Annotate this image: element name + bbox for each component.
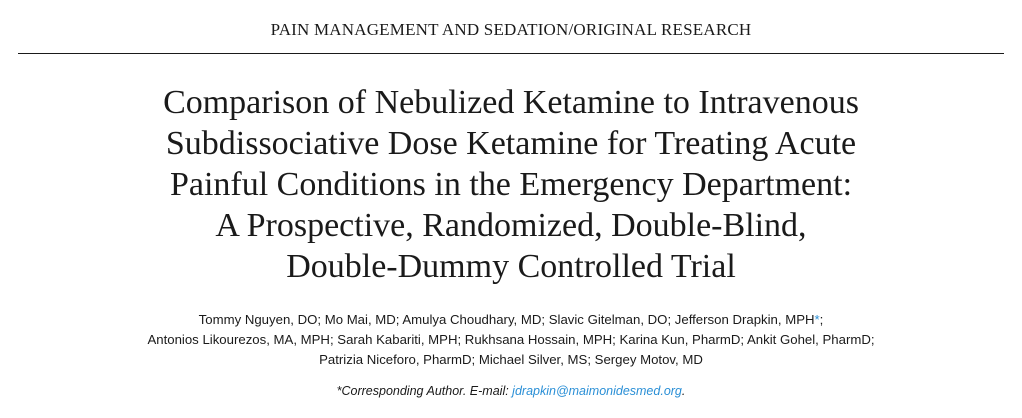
author-names: Tommy Nguyen, DO; Mo Mai, MD; Amulya Choudhary, MD; Slavic Gitelman, DO; Jefferson Drapkin, MPH [198, 312, 815, 327]
corresponding-label: *Corresponding Author. E-mail: [336, 384, 513, 398]
section-header: PAIN MANAGEMENT AND SEDATION/ORIGINAL RESEARCH [270, 20, 752, 39]
title-line: Comparison of Nebulized Ketamine to Intravenous [163, 84, 859, 121]
author-line: Antonios Likourezos, MA, MPH; Sarah Kabariti, MPH; Rukhsana Hossain, MPH; Karina Kun, PharmD; Ankit Gohel, PharmD; [147, 332, 875, 347]
author-list [0, 310, 1022, 370]
title-line: Subdissociative Dose Ketamine for Treating Acute [165, 125, 857, 162]
author-line [0, 310, 1022, 330]
author-line: Patrizia Niceforo, PharmD; Michael Silver, MS; Sergey Motov, MD [319, 352, 703, 367]
title-line: Double-Dummy Controlled Trial [286, 248, 736, 285]
header-divider [18, 53, 1004, 54]
corresponding-author-marker[interactable]: * [814, 312, 820, 327]
title-line: Painful Conditions in the Emergency Department: [169, 166, 853, 203]
corresponding-end: . [681, 384, 686, 398]
article-title [0, 82, 1022, 287]
author-separator: ; [819, 312, 824, 327]
corresponding-author-note [0, 384, 1022, 398]
email-link[interactable]: jdrapkin@maimonidesmed.org [512, 384, 682, 398]
title-line: A Prospective, Randomized, Double-Blind, [215, 207, 807, 244]
